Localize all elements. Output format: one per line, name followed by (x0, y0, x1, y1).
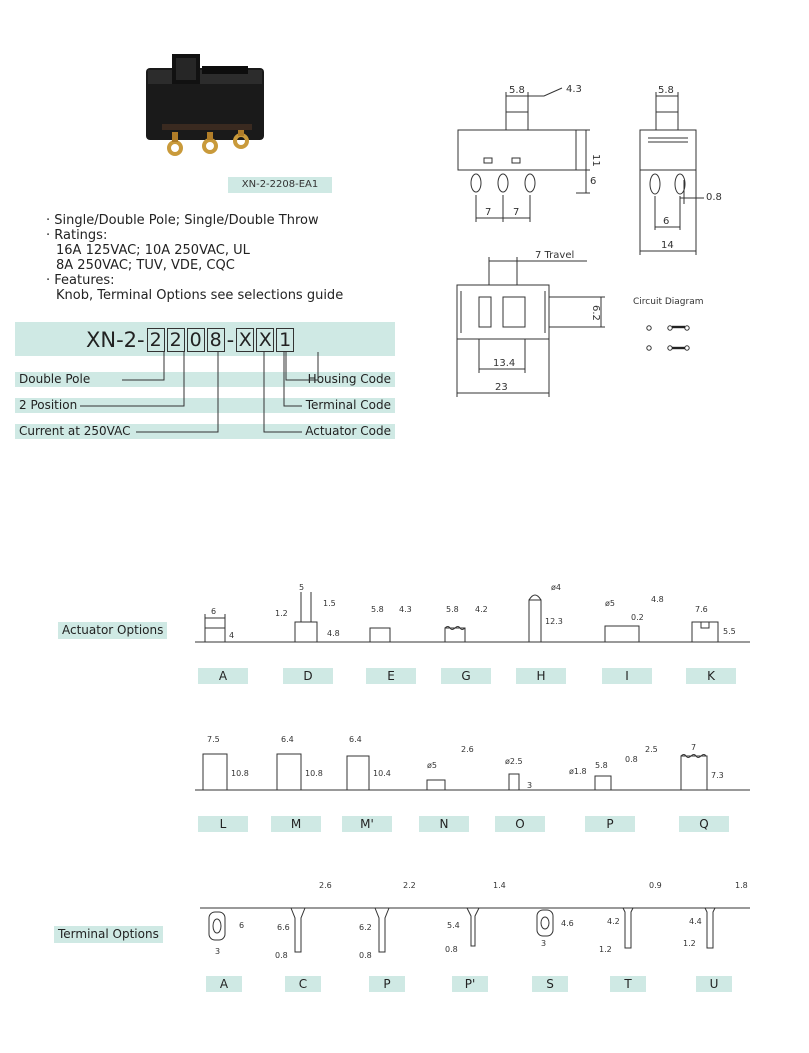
feature-line: 8A 250VAC; TUV, VDE, CQC (56, 258, 235, 273)
dim-label: ø5 (427, 761, 437, 770)
feature-line: · Single/Double Pole; Single/Double Throw (46, 213, 319, 228)
terminal-option-label: U (696, 976, 732, 992)
legend-current: Current at 250VAC (19, 424, 131, 438)
feature-line: 16A 125VAC; 10A 250VAC, UL (56, 243, 250, 258)
dim-label: 0.8 (706, 192, 722, 203)
dim-label: 1.5 (323, 599, 336, 608)
legend-2-position: 2 Position (19, 398, 78, 412)
dim-label: 0.8 (445, 945, 458, 954)
dim-label: 6.4 (281, 735, 294, 744)
dim-label: 7 (513, 207, 520, 218)
dim-label: 6 (663, 216, 670, 227)
dim-label: 6.2 (590, 305, 601, 321)
actuator-option-label: H (516, 668, 566, 684)
feature-line: Knob, Terminal Options see selections guide (56, 288, 344, 303)
dim-label: 6 (239, 921, 245, 930)
dim-label: 6 (211, 607, 217, 616)
front-view-drawing (440, 80, 610, 230)
actuator-option-label: P (585, 816, 635, 832)
dim-label: 4.2 (607, 917, 620, 926)
dim-label: 10.4 (373, 769, 391, 778)
feature-list (46, 213, 416, 303)
dim-label: 10.8 (231, 769, 249, 778)
dim-label: 5 (299, 583, 305, 592)
code-digit: 0 (187, 328, 205, 352)
dim-label: 4.3 (399, 605, 412, 614)
dim-label: ø5 (605, 599, 615, 608)
legend-housing-code: Housing Code (307, 372, 391, 386)
terminal-drawings (195, 876, 755, 966)
dim-label: 4.6 (561, 919, 574, 928)
dim-label: 23 (495, 382, 508, 393)
actuator-option-label: M' (342, 816, 392, 832)
legend-double-pole: Double Pole (19, 372, 91, 386)
dim-label: 14 (661, 240, 674, 251)
code-leader-lines (0, 340, 400, 440)
dim-label: 11 (590, 154, 601, 167)
dim-label: 3 (215, 947, 221, 956)
dim-label: 2.5 (645, 745, 658, 754)
dim-label: 7 (691, 743, 697, 752)
legend-actuator-code: Actuator Code (305, 424, 391, 438)
switch-photo (138, 50, 270, 160)
dim-label: 5.4 (447, 921, 460, 930)
code-suffix: X (256, 328, 274, 352)
terminal-option-label: T (610, 976, 646, 992)
dim-label: 0.2 (631, 613, 644, 622)
dim-label: 3 (527, 781, 533, 790)
actuator-option-label: G (441, 668, 491, 684)
terminal-option-label: S (532, 976, 568, 992)
dim-label: 2.6 (461, 745, 474, 754)
side-view-drawing (630, 80, 730, 260)
code-prefix: XN-2- (86, 328, 145, 352)
actuator-option-label: D (283, 668, 333, 684)
dim-label: 0.8 (625, 755, 638, 764)
terminal-option-label: A (206, 976, 242, 992)
legend-terminal-code: Terminal Code (305, 398, 391, 412)
dim-label: 5.8 (509, 85, 525, 96)
code-digit: 8 (207, 328, 225, 352)
dim-label: 4.3 (566, 84, 582, 95)
dim-label: 6 (590, 176, 597, 187)
dim-label: 5.8 (658, 85, 674, 96)
dim-label: 7.3 (711, 771, 724, 780)
dim-label: 1.8 (735, 881, 748, 890)
code-suffix: 1 (276, 328, 294, 352)
dim-label: 7 (485, 207, 492, 218)
actuator-option-label: O (495, 816, 545, 832)
actuator-options-title: Actuator Options (58, 622, 167, 639)
model-label: XN-2-2208-EA1 (228, 177, 332, 193)
dim-label: 7 Travel (535, 250, 575, 261)
terminal-options-title: Terminal Options (54, 926, 163, 943)
dim-label: 1.2 (599, 945, 612, 954)
dim-label: 4.8 (651, 595, 664, 604)
code-separator: - (226, 328, 235, 352)
dim-label: ø2.5 (505, 757, 523, 766)
travel-view-drawing (445, 245, 610, 400)
dim-label: ø4 (551, 583, 561, 592)
dim-label: 4.8 (327, 629, 340, 638)
actuator-option-label: I (602, 668, 652, 684)
dim-label: 13.4 (493, 358, 516, 369)
terminal-option-label: C (285, 976, 321, 992)
dim-label: 5.8 (446, 605, 459, 614)
dim-label: 6.6 (277, 923, 290, 932)
dim-label: 6.2 (359, 923, 372, 932)
circuit-diagram (640, 318, 700, 358)
dim-label: 1.2 (275, 609, 288, 618)
dim-label: 5.8 (371, 605, 384, 614)
feature-line: · Ratings: (46, 228, 108, 243)
dim-label: 2.6 (319, 881, 332, 890)
code-digit: 2 (147, 328, 165, 352)
terminal-option-label: P' (452, 976, 488, 992)
dim-label: 5.8 (595, 761, 608, 770)
dim-label: 10.8 (305, 769, 323, 778)
actuator-option-label: K (686, 668, 736, 684)
dim-label: 5.5 (723, 627, 736, 636)
actuator-row2-drawings (195, 732, 755, 802)
actuator-option-label: A (198, 668, 248, 684)
dim-label: 1.4 (493, 881, 506, 890)
actuator-option-label: E (366, 668, 416, 684)
actuator-option-label: Q (679, 816, 729, 832)
actuator-option-label: N (419, 816, 469, 832)
dim-label: 7.6 (695, 605, 708, 614)
dim-label: 7.5 (207, 735, 220, 744)
dim-label: 4.4 (689, 917, 702, 926)
dim-label: 12.3 (545, 617, 563, 626)
terminal-option-label: P (369, 976, 405, 992)
code-digit: 2 (167, 328, 185, 352)
dim-label: 0.8 (359, 951, 372, 960)
dim-label: 6.4 (349, 735, 362, 744)
feature-line: · Features: (46, 273, 115, 288)
code-suffix: X (236, 328, 254, 352)
circuit-diagram-title: Circuit Diagram (633, 297, 704, 307)
dim-label: 0.8 (275, 951, 288, 960)
dim-label: 0.9 (649, 881, 662, 890)
dim-label: 1.2 (683, 939, 696, 948)
actuator-row1-drawings (195, 578, 755, 658)
dim-label: 4 (229, 631, 235, 640)
dim-label: ø1.8 (569, 767, 587, 776)
dim-label: 4.2 (475, 605, 488, 614)
dim-label: 3 (541, 939, 547, 948)
actuator-option-label: M (271, 816, 321, 832)
dim-label: 2.2 (403, 881, 416, 890)
actuator-option-label: L (198, 816, 248, 832)
